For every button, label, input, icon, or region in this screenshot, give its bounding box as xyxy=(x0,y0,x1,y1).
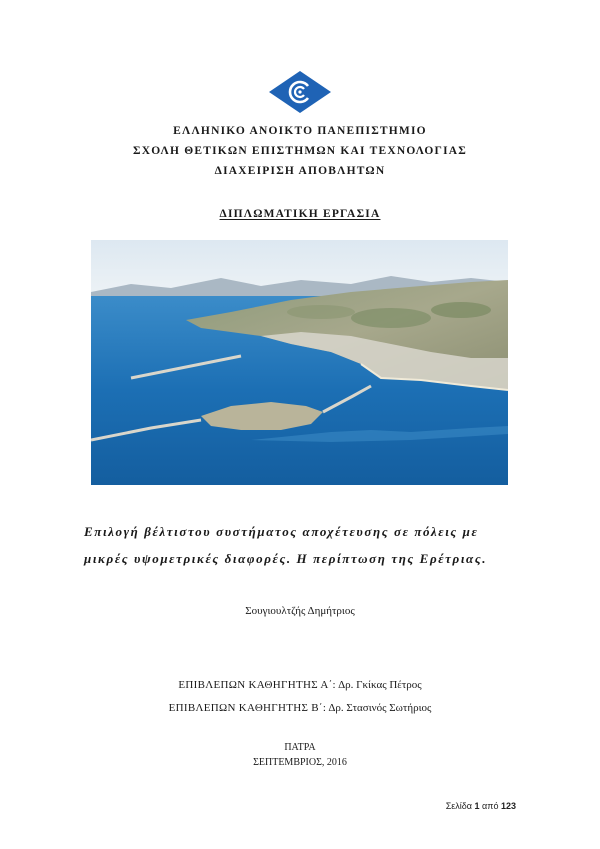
page-number: 1 xyxy=(474,801,480,811)
thesis-type-label: ΔΙΠΛΩΜΑΤΙΚΗ ΕΡΓΑΣΙΑ xyxy=(219,208,381,220)
thesis-type-heading xyxy=(0,208,600,220)
supervisor-a xyxy=(0,674,600,697)
supervisor-b-role: ΕΠΙΒΛΕΠΩΝ ΚΑΘΗΓΗΤΗΣ Β΄: xyxy=(168,702,327,714)
page-label: Σελίδα xyxy=(445,801,472,811)
institution-header xyxy=(0,121,600,181)
place: ΠΑΤΡΑ xyxy=(284,742,316,753)
of-label: από xyxy=(482,801,499,811)
school-name: ΣΧΟΛΗ ΘΕΤΙΚΩΝ ΕΠΙΣΤΗΜΩΝ ΚΑΙ ΤΕΧΝΟΛΟΓΙΑΣ xyxy=(133,145,467,157)
university-logo xyxy=(268,70,332,114)
supervisors-block xyxy=(0,674,600,720)
author-name: Σουγιουλτζής Δημήτριος xyxy=(245,605,355,617)
program-name: ΔΙΑΧΕΙΡΙΣΗ ΑΠΟΒΛΗΤΩΝ xyxy=(214,165,386,177)
cover-aerial-photo xyxy=(91,240,508,485)
thesis-title xyxy=(84,518,516,572)
total-pages: 123 xyxy=(500,801,516,811)
date: ΣΕΠΤΕΜΒΡΙΟΣ, 2016 xyxy=(253,757,347,768)
logo-emblem-icon xyxy=(268,70,332,114)
page-footer xyxy=(446,801,516,811)
supervisor-a-role: ΕΠΙΒΛΕΠΩΝ ΚΑΘΗΓΗΤΗΣ Α΄: xyxy=(178,679,336,691)
supervisor-b-name: Δρ. Στασινός Σωτήριος xyxy=(328,702,432,714)
place-date xyxy=(0,740,600,770)
university-name: ΕΛΛΗΝΙΚΟ ΑΝΟΙΚΤΟ ΠΑΝΕΠΙΣΤΗΜΙΟ xyxy=(173,125,427,137)
supervisor-b xyxy=(0,697,600,720)
thesis-title-line-2: μικρές υψομετρικές διαφορές. Η περίπτωση της Ερέτριας. xyxy=(84,551,488,566)
thesis-title-line-1: Επιλογή βέλτιστου συστήματος αποχέτευσης σε πόλεις με xyxy=(84,524,479,539)
supervisor-a-name: Δρ. Γκίκας Πέτρος xyxy=(338,679,422,691)
aerial-coast-image xyxy=(91,240,508,485)
